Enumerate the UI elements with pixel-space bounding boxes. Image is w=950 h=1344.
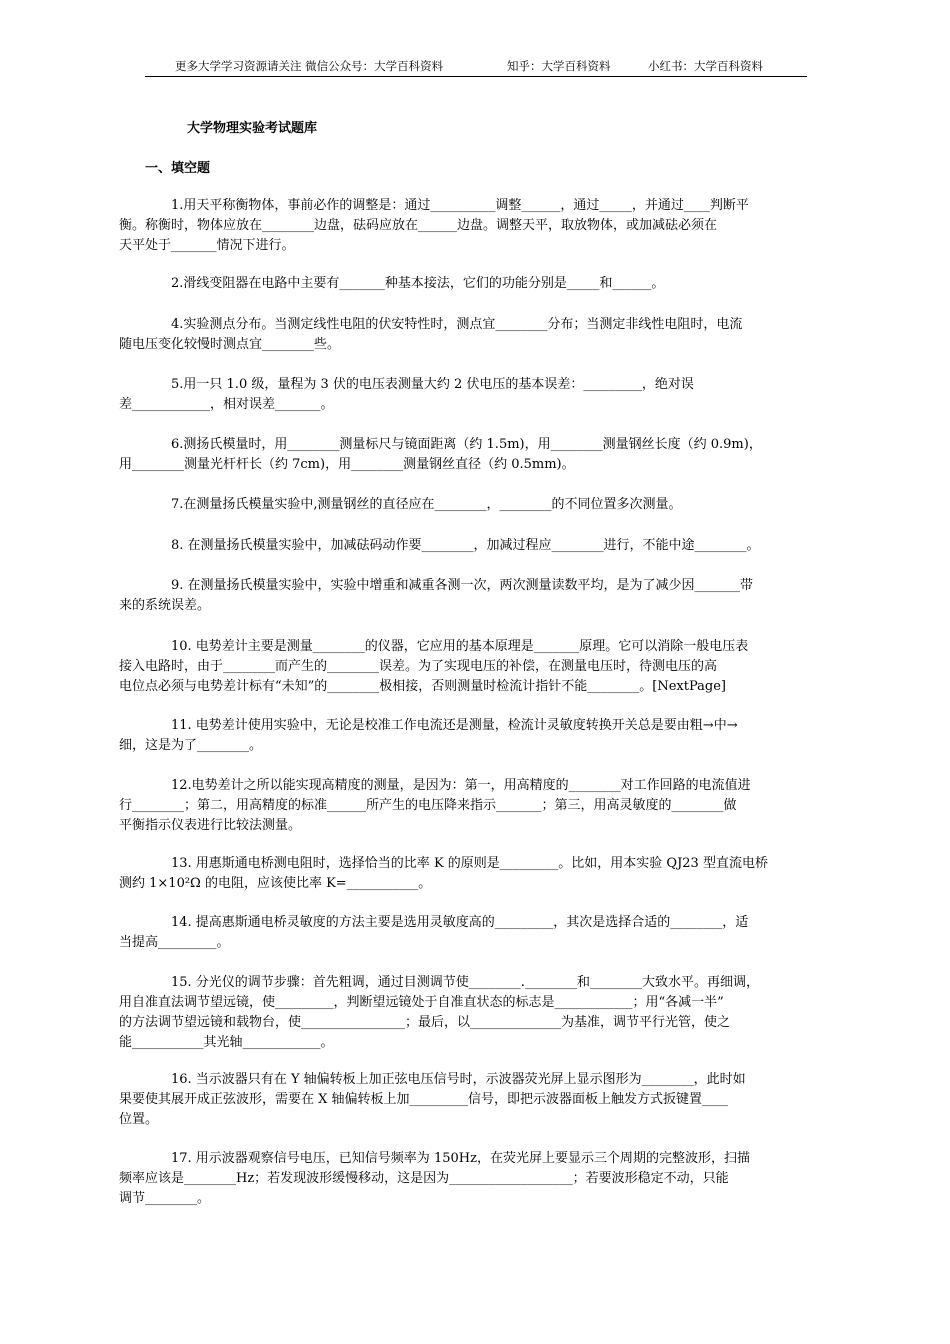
question-8 xyxy=(145,536,807,556)
question-2 xyxy=(145,274,807,294)
question-line: 细，这是为了________。 xyxy=(119,738,263,753)
question-line: 行________；第二，用高精度的标准______所产生的电压降来指示_______；第三，用高灵敏度的________做 xyxy=(119,798,737,813)
question-5 xyxy=(119,375,807,415)
question-7 xyxy=(145,495,807,515)
question-line: 2.滑线变阻器在电路中主要有_______种基本接法，它们的功能分别是_____和______。 xyxy=(171,276,665,291)
question-line: 果要使其展开成正弦波形，需要在 X 轴偏转板上加_________信号，即把示波器面板上触发方式扳键置____ xyxy=(119,1092,729,1107)
header-xiaohongshu: 小红书：大学百科资料 xyxy=(648,59,763,73)
question-line: 电位点必须与电势差计标有“未知”的________极相接，否则测量时检流计指针不能________。[NextPage] xyxy=(119,679,726,694)
page-header xyxy=(145,58,807,77)
question-line: 16. 当示波器只有在 Y 轴偏转板上加正弦电压信号时，示波器荧光屏上显示图形为________，此时如 xyxy=(171,1072,746,1087)
question-4 xyxy=(119,315,807,355)
header-zhihu: 知乎：大学百科资料 xyxy=(507,59,611,73)
question-line: 12.电势差计之所以能实现高精度的测量，是因为：第一，用高精度的________对工作回路的电流值进 xyxy=(171,778,751,793)
question-line: 4.实验测点分布。当测定线性电阻的伏安特性时，测点宜________分布；当测定非线性电阻时，电流 xyxy=(171,317,743,332)
question-9 xyxy=(119,576,807,616)
document-title: 大学物理实验考试题库 xyxy=(187,121,318,136)
question-line: 7.在测量扬氏模量实验中,测量钢丝的直径应在________，________的不同位置多次测量。 xyxy=(171,497,682,512)
question-line: 随电压变化较慢时测点宜________些。 xyxy=(119,337,341,352)
question-line: 13. 用惠斯通电桥测电阻时，选择恰当的比率 K 的原则是_________。比如，用本实验 QJ23 型直流电桥 xyxy=(171,856,768,871)
question-12 xyxy=(119,776,807,836)
question-line: 8. 在测量扬氏模量实验中，加减砝码动作要________，加减过程应________进行，不能中途________。 xyxy=(171,538,760,553)
question-line: 调节________。 xyxy=(119,1191,211,1206)
question-line: 平衡指示仪表进行比较法测量。 xyxy=(119,818,302,833)
question-line: 9. 在测量扬氏模量实验中，实验中增重和减重各测一次，两次测量读数平均，是为了减少因_______带 xyxy=(171,578,754,593)
question-line: 当提高_________。 xyxy=(119,935,230,950)
question-line: 天平处于_______情况下进行。 xyxy=(119,238,295,253)
question-line: 11. 电势差计使用实验中，无论是校准工作电流还是测量，检流计灵敏度转换开关总是要由粗→中→ xyxy=(171,718,738,733)
question-6 xyxy=(119,435,807,475)
question-line: 接入电路时，由于________而产生的________误差。为了实现电压的补偿，在测量电压时，待测电压的高 xyxy=(119,659,718,674)
question-15 xyxy=(119,973,807,1053)
question-line: 衡。称衡时，物体应放在________边盘，砝码应放在______边盘。调整天平，取放物体，或加减砝必须在 xyxy=(119,218,718,233)
question-line: 用________测量光杆杆长（约 7cm)，用________测量钢丝直径（约 0.5mm)。 xyxy=(119,457,575,472)
question-16 xyxy=(119,1070,807,1130)
question-line: 频率应该是________Hz；若发现波形缓慢移动，这是因为___________________；若要波形稳定不动，只能 xyxy=(119,1171,729,1186)
question-line: 5.用一只 1.0 级，量程为 3 伏的电压表测量大约 2 伏电压的基本误差：_________，绝对误 xyxy=(171,377,694,392)
question-line: 10. 电势差计主要是测量________的仪器，它应用的基本原理是_______原理。它可以消除一般电压表 xyxy=(171,639,749,654)
question-10 xyxy=(119,637,807,697)
question-11 xyxy=(119,716,807,756)
question-line: 的方法调节望远镜和载物台，使________________；最后，以______________为基准，调节平行光管，使之 xyxy=(119,1015,731,1030)
question-14 xyxy=(119,913,807,953)
question-line: 17. 用示波器观察信号电压，已知信号频率为 150Hz，在荧光屏上要显示三个周期的完整波形，扫描 xyxy=(171,1151,750,1166)
question-line: 差____________，相对误差_______。 xyxy=(119,397,334,412)
question-line: 测约 1×10²Ω 的电阻，应该使比率 K=___________。 xyxy=(119,876,432,891)
question-line: 来的系统误差。 xyxy=(119,598,211,613)
question-line: 用自准直法调节望远镜，使_________，判断望远镜处于自准直状态的标志是____________；用“各减一半” xyxy=(119,995,724,1010)
question-line: 能___________其光轴____________。 xyxy=(119,1035,334,1050)
question-line: 位置。 xyxy=(119,1112,159,1127)
question-1 xyxy=(119,196,807,256)
question-line: 14. 提高惠斯通电桥灵敏度的方法主要是选用灵敏度高的_________，其次是选择合适的________，适 xyxy=(171,915,749,930)
question-line: 6.测扬氏模量时，用________测量标尺与镜面距离（约 1.5m)，用________测量钢丝长度（约 0.9m)， xyxy=(171,437,762,452)
question-line: 15. 分光仪的调节步骤：首先粗调，通过目测调节使________.________和________大致水平。再细调， xyxy=(171,975,759,990)
question-17 xyxy=(119,1149,807,1209)
question-line: 1.用天平称衡物体，事前必作的调整是：通过__________调整______，通过_____，并通过____判断平 xyxy=(171,198,749,213)
section-title: 一、填空题 xyxy=(145,161,211,176)
header-wechat: 更多大学学习资源请关注 微信公众号：大学百科资料 xyxy=(175,59,444,73)
question-13 xyxy=(119,854,807,894)
